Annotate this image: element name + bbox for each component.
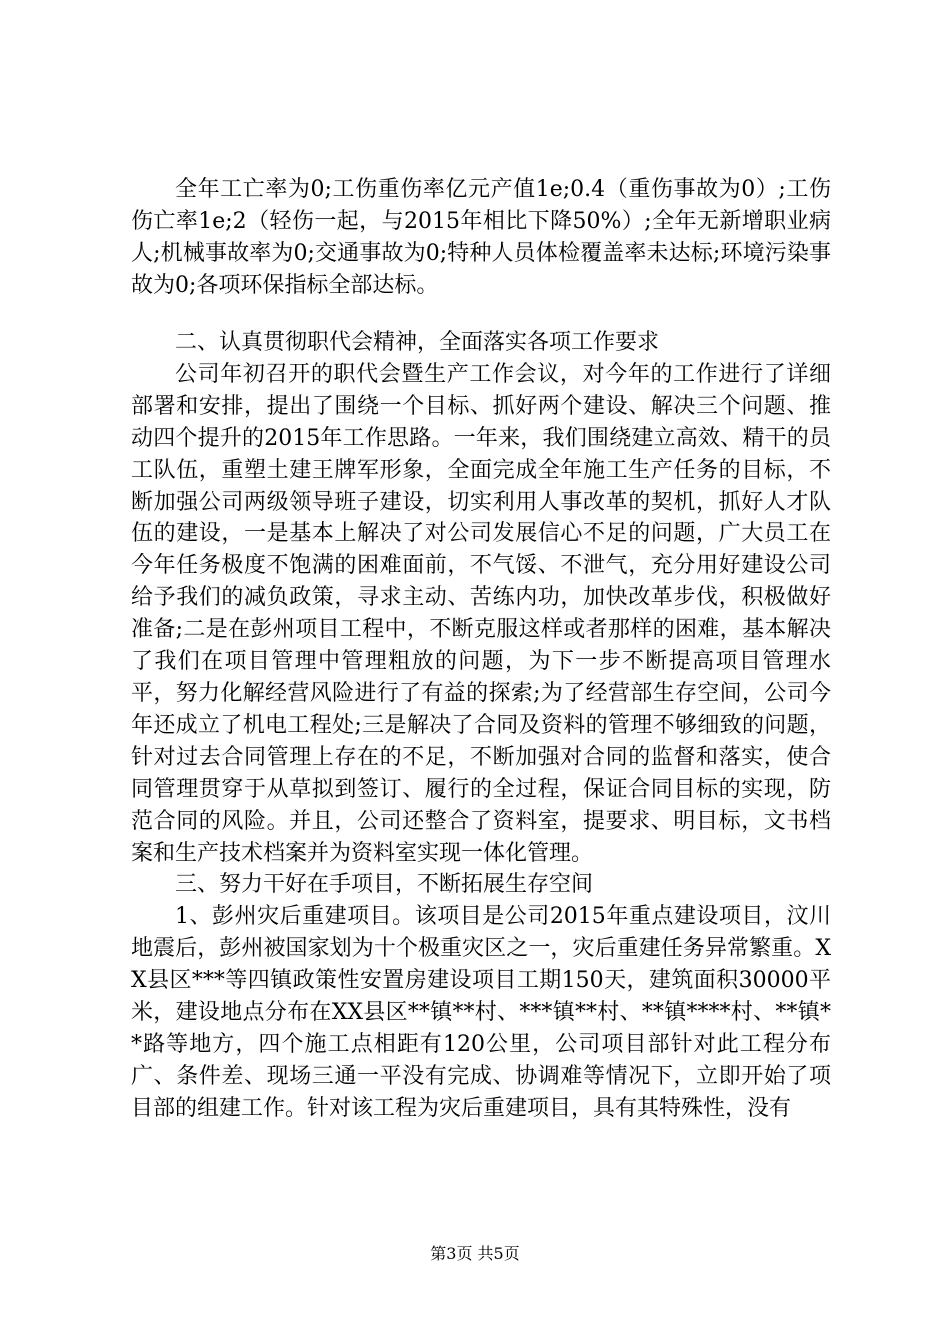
- paragraph-safety-statistics: 全年工亡率为0;工伤重伤率亿元产值1e;0.4（重伤事故为0）;工伤伤亡率1e;2（轻伤一起，与2015年相比下降50%）;全年无新增职业病人;机械事故率为0;交通事故为0;特种人员体检覆盖率未达标;环境污染事故为0;各项环保指标全部达标。: [131, 177, 831, 298]
- document-body-top: [131, 174, 831, 302]
- document-body-main: [131, 327, 831, 1125]
- paragraph-pengzhou-project: 1、彭州灾后重建项目。该项目是公司2015年重点建设项目，汶川地震后，彭州被国家划为十个极重灾区之一，灾后重建任务异常繁重。XX县区***等四镇政策性安置房建设项目工期150天，建筑面积30000平米，建设地点分布在XX县区**镇**村、***镇**村、**镇****村、**镇**路等地方，四个施工点相距有120公里，公司项目部针对此工程分布广、条件差、现场三通一平没有完成、协调难等情况下，立即开始了项目部的组建工作。针对该工程为灾后重建项目，具有其特殊性，没有: [131, 904, 831, 1121]
- page-footer: 第3页 共5页: [430, 1244, 520, 1263]
- section-heading-3: 三、努力干好在手项目，不断拓展生存空间: [175, 872, 594, 898]
- paragraph-work-summary: 公司年初召开的职代会暨生产工作会议，对今年的工作进行了详细部署和安排，提出了围绕一个目标、抓好两个建设、解决三个问题、推动四个提升的2015年工作思路。一年来，我们围绕建立高效、精干的员工队伍，重塑土建王牌军形象，全面完成全年施工生产任务的目标，不断加强公司两级领导班子建设，切实利用人事改革的契机，抓好人才队伍的建设，一是基本上解决了对公司发展信心不足的问题，广大员工在今年任务极度不饱满的困难面前，不气馁、不泄气，充分用好建设公司给予我们的减负政策，寻求主动、苦练内功，加快改革步伐，积极做好准备;二是在彭州项目工程中，不断克服这样或者那样的困难，基本解决了我们在项目管理中管理粗放的问题，为下一步不断提高项目管理水平，努力化解经营风险进行了有益的探索;为了经营部生存空间，公司今年还成立了机电工程处;三是解决了合同及资料的管理不够细致的问题，针对过去合同管理上存在的不足，不断加强对合同的监督和落实，使合同管理贯穿于从草拟到签订、履行的全过程，保证合同目标的实现，防范合同的风险。并且，公司还整合了资料室，提要求、明目标，文书档案和生产技术档案并为资料室实现一体化管理。: [131, 361, 831, 866]
- section-heading-2: 二、认真贯彻职代会精神，全面落实各项工作要求: [175, 330, 660, 355]
